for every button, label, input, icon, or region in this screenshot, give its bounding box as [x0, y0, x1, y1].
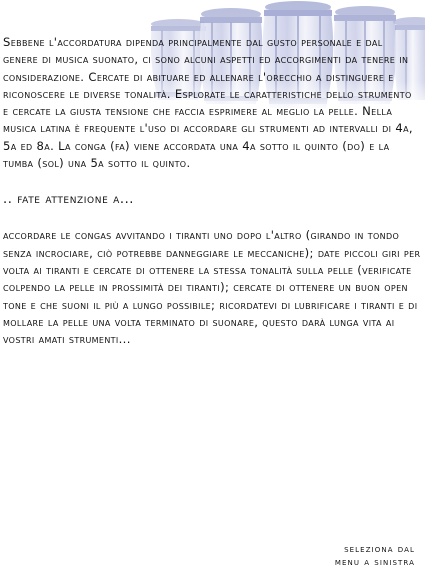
section-heading: .. fate attenzione a...	[3, 192, 135, 208]
menu-hint	[335, 544, 415, 569]
menu-hint-line-2: menu a sinistra	[334, 556, 415, 568]
tuning-article	[3, 34, 421, 348]
intro-paragraph: Sebbene l'accordatura dipenda principalmente dal gusto personale e dal genere di musica suonato, ci sono alcuni aspetti ed accorgimenti da tenere in considerazione. Cercate di abituare ed allenare l'orecchio a distinguere e riconoscere le diverse tonalità. Esplorate le caratteristiche dello strumento e cercate la giusta tensione che faccia esprimere al meglio la pelle. Nella musica latina è frequente l'uso di accordare gli strumenti ad intervalli di 4a, 5a ed 8a. La conga (fa) viene accordata una 4a sotto il quinto (do) e la tumba (sol) una 5a sotto il quinto.	[3, 35, 413, 171]
menu-hint-line-1: seleziona dal	[344, 544, 415, 555]
advice-paragraph: accordare le congas avvitando i tiranti uno dopo l'altro (girando in tondo senza incrociare, ciò potrebbe danneggiare le meccaniche); date piccoli giri per volta ai tiranti e cercate di ottenere la stessa tonalità sulla pelle (verificate colpendo la pelle in prossimità dei tiranti); cercate di ottenere un buon open tone e che suoni il più a lungo possibile; ricordatevi di lubrificare i tiranti e di mollare la pelle una volta terminato di suonare, questo darà lunga vita ai vostri amati strumenti...	[3, 228, 421, 347]
